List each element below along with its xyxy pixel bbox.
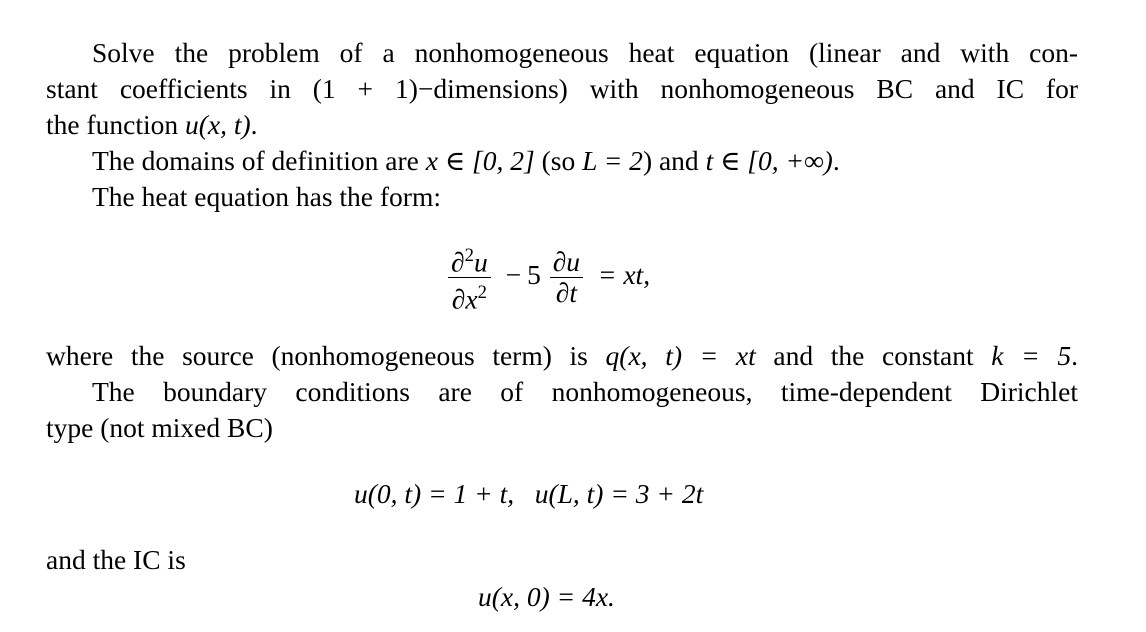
coefficient: 5	[527, 259, 541, 291]
domains-line	[92, 143, 1078, 179]
numerator-u: u	[473, 246, 488, 278]
second-derivative-numerator	[448, 241, 491, 278]
intro-line-1: Solve the problem of a nonhomogeneous heat equation (linear and with con-	[92, 37, 1078, 68]
denominator-dx: ∂x	[451, 283, 478, 315]
time-derivative-numerator: ∂u	[550, 247, 583, 278]
bc-intro-line-2: type (not mixed BC)	[46, 412, 273, 443]
intro-line-3-end: .	[250, 109, 258, 140]
domains-text-3: ) and	[642, 145, 706, 176]
time-derivative-fraction	[550, 247, 583, 308]
domains-text-1: The domains of definition are	[92, 145, 426, 176]
domain-length: L = 2	[582, 145, 643, 176]
second-derivative-denominator	[448, 278, 491, 314]
boundary-conditions-equation: u(0, t) = 1 + t, u(L, t) = 3 + 2t	[354, 478, 704, 509]
heat-equation-intro: The heat equation has the form:	[92, 181, 441, 212]
minus-sign: −	[505, 259, 522, 291]
second-derivative-fraction	[448, 241, 491, 315]
source-text-1: where the source (nonhomogeneous term) is	[46, 340, 606, 371]
intro-line-3	[46, 107, 1078, 143]
domain-t: t ∈ [0, +∞)	[705, 145, 833, 176]
source-line	[46, 338, 1078, 374]
function-symbol: u(x, t)	[185, 109, 251, 140]
initial-condition-equation: u(x, 0) = 4x.	[478, 581, 615, 612]
domains-text-4: .	[832, 145, 840, 176]
source-text-3: .	[1071, 340, 1078, 371]
constant-k: k = 5	[991, 340, 1072, 371]
bc-intro-line-1: The boundary conditions are of nonhomogeneous, time-dependent Dirichlet	[92, 376, 1078, 407]
time-derivative-denominator: ∂t	[555, 277, 577, 309]
equation-rhs: = xt,	[597, 259, 651, 291]
denominator-superscript: 2	[477, 282, 487, 304]
intro-line-3-text: the function	[46, 109, 185, 140]
domains-text-2: (so	[534, 145, 583, 176]
source-term: q(x, t) = xt	[605, 340, 756, 371]
order-superscript: 2	[464, 245, 474, 266]
partial-symbol: ∂	[451, 246, 465, 278]
heat-equation	[446, 241, 650, 315]
ic-intro: and the IC is	[46, 544, 186, 575]
source-text-2: and the constant	[755, 340, 992, 371]
intro-line-2: stant coefficients in (1 + 1)−dimensions) with nonhomogeneous BC and IC for	[46, 73, 1078, 104]
domain-x: x ∈ [0, 2]	[425, 145, 535, 176]
